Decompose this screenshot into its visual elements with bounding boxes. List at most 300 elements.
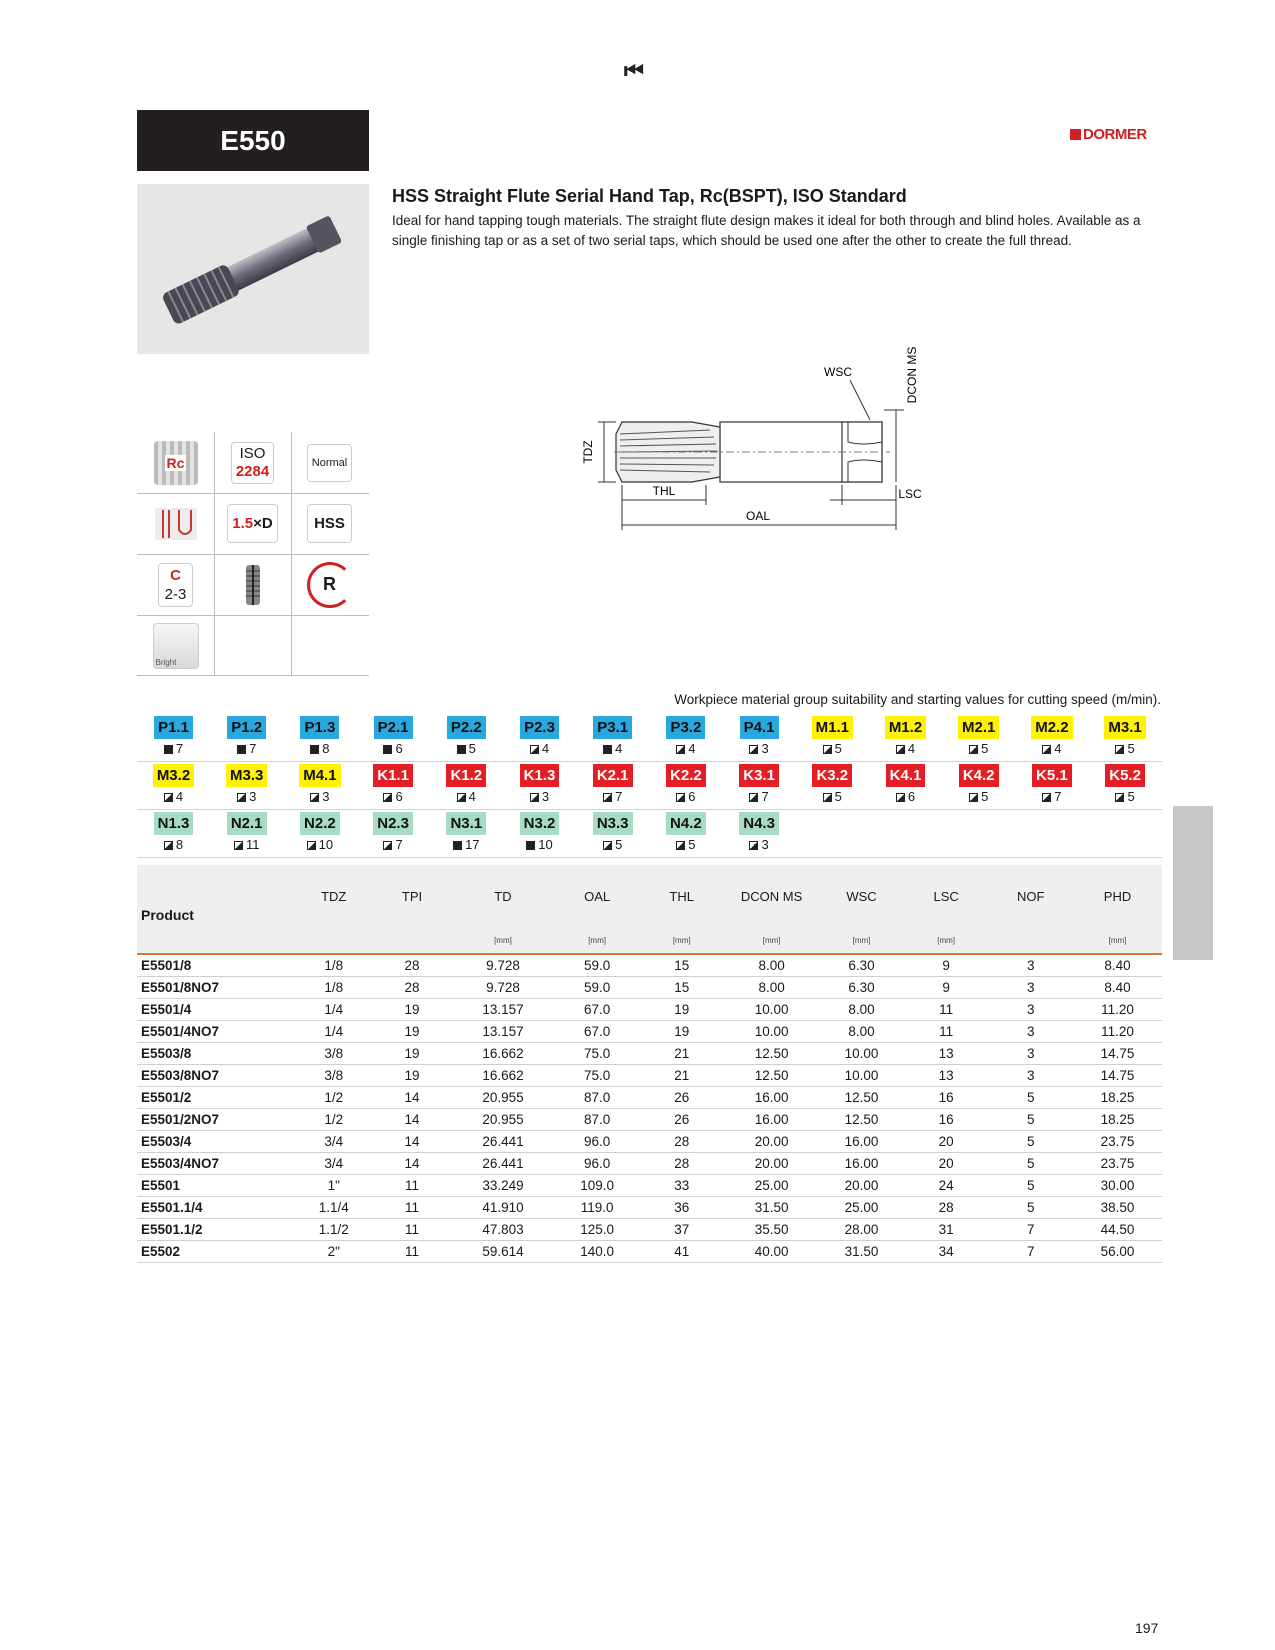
table-cell: 1": [295, 1175, 373, 1197]
secondary-suitability-icon: [1115, 793, 1124, 802]
table-cell: 75.0: [555, 1043, 640, 1065]
secondary-suitability-icon: [237, 793, 246, 802]
table-row: [137, 1241, 1162, 1263]
cutting-speed-text: 6: [395, 789, 403, 804]
table-cell: 6.30: [819, 954, 904, 977]
material-group-item: [283, 812, 356, 852]
table-cell: 16.00: [819, 1131, 904, 1153]
table-cell: 11.20: [1073, 1021, 1162, 1043]
column-header: DCON MS: [724, 865, 819, 927]
cutting-speed-value: [576, 789, 649, 804]
tolerance-icon: [291, 432, 368, 493]
table-cell: 19: [373, 1065, 451, 1087]
cutting-speed-value: [503, 741, 576, 756]
material-code-badge: N3.3: [593, 812, 633, 835]
table-cell: 28: [373, 977, 451, 999]
table-cell: 21: [639, 1065, 724, 1087]
material-code-badge: M4.1: [299, 764, 340, 787]
table-cell: 3/8: [295, 1065, 373, 1087]
cutting-speed-value: [430, 741, 503, 756]
material-group-item: [649, 716, 722, 756]
table-cell: 20: [904, 1131, 989, 1153]
standard-icon: [214, 432, 291, 493]
table-cell: 1/8: [295, 977, 373, 999]
right-hand-icon: [291, 554, 368, 615]
cutting-speed-value: [283, 837, 356, 852]
secondary-suitability-icon: [896, 745, 905, 754]
cutting-speed-text: 6: [907, 789, 916, 804]
table-cell: 96.0: [555, 1153, 640, 1175]
secondary-suitability-icon: [676, 841, 685, 850]
material-group-item: [137, 812, 210, 852]
material-group-item: [503, 716, 576, 756]
table-cell: 8.00: [819, 1021, 904, 1043]
product-code-cell[interactable]: E5501/2: [137, 1087, 295, 1109]
table-cell: 96.0: [555, 1131, 640, 1153]
table-cell: 8.00: [819, 999, 904, 1021]
tool-material-icon: [291, 493, 368, 554]
material-group-item: [576, 764, 649, 804]
material-group-item: [796, 764, 869, 804]
table-cell: 10.00: [724, 1021, 819, 1043]
material-group-item: [649, 764, 722, 804]
column-unit: [mm]: [555, 927, 640, 954]
tool-material-label: HSS: [307, 504, 352, 543]
secondary-suitability-icon: [164, 793, 173, 802]
primary-suitability-icon: [526, 841, 535, 850]
column-unit: [373, 927, 451, 954]
product-code-cell[interactable]: E5503/4NO7: [137, 1153, 295, 1175]
material-group-item: [210, 812, 283, 852]
material-row: [137, 810, 1162, 858]
cutting-speed-value: [649, 741, 722, 756]
secondary-suitability-icon: [969, 745, 978, 754]
cutting-speed-value: [942, 789, 1015, 804]
table-cell: 10.00: [819, 1043, 904, 1065]
table-cell: 28: [373, 954, 451, 977]
table-cell: 1/4: [295, 999, 373, 1021]
cutting-speed-text: 3: [761, 837, 769, 852]
secondary-suitability-icon: [383, 841, 392, 850]
table-cell: 11: [373, 1197, 451, 1219]
secondary-suitability-icon: [383, 793, 392, 802]
material-code-badge: N4.2: [666, 812, 706, 835]
table-cell: 13.157: [451, 999, 555, 1021]
section-side-tab[interactable]: [1173, 806, 1213, 960]
table-cell: 11.20: [1073, 999, 1162, 1021]
cutting-speed-value: [137, 741, 210, 756]
thread-type-icon: [137, 432, 214, 493]
material-group-item: [503, 812, 576, 852]
secondary-suitability-icon: [530, 745, 539, 754]
material-group-item: [137, 764, 210, 804]
material-code-badge: N3.2: [520, 812, 560, 835]
table-cell: 9.728: [451, 954, 555, 977]
cutting-speed-text: 7: [395, 837, 403, 852]
cutting-speed-value: [1015, 741, 1088, 756]
diagram-label-lsc: LSC: [898, 487, 922, 501]
material-group-item: [137, 716, 210, 756]
material-code-badge: P4.1: [740, 716, 779, 739]
table-cell: 44.50: [1073, 1219, 1162, 1241]
table-row: [137, 1175, 1162, 1197]
material-row: [137, 762, 1162, 810]
table-cell: 3: [988, 999, 1073, 1021]
material-groups: [137, 714, 1162, 858]
cutting-speed-text: 5: [468, 741, 476, 756]
table-cell: 16: [904, 1087, 989, 1109]
table-cell: 41: [639, 1241, 724, 1263]
table-cell: 14.75: [1073, 1065, 1162, 1087]
table-cell: 3/4: [295, 1131, 373, 1153]
cutting-speed-value: [796, 789, 869, 804]
primary-suitability-icon: [237, 745, 246, 754]
table-cell: 14: [373, 1109, 451, 1131]
secondary-suitability-icon: [749, 841, 758, 850]
diagram-label-dcon: DCON MS: [905, 346, 919, 404]
primary-suitability-icon: [603, 745, 612, 754]
diagram-label-thl: THL: [652, 484, 676, 498]
secondary-suitability-icon: [234, 841, 243, 850]
table-cell: 14: [373, 1153, 451, 1175]
cutting-speed-value: [649, 837, 722, 852]
material-group-item: [1089, 764, 1162, 804]
cutting-speed-value: [1089, 789, 1162, 804]
table-row: [137, 954, 1162, 977]
column-header: LSC: [904, 865, 989, 927]
product-code-cell[interactable]: E5501.1/4: [137, 1197, 295, 1219]
right-hand-label: R: [307, 562, 353, 608]
product-code-cell[interactable]: E5501/8: [137, 954, 295, 977]
cutting-speed-value: [283, 789, 356, 804]
table-cell: 20.00: [724, 1153, 819, 1175]
tap-photo-icon: [137, 184, 369, 354]
table-cell: 16.00: [819, 1153, 904, 1175]
material-group-item: [796, 716, 869, 756]
material-code-badge: N2.3: [373, 812, 413, 835]
table-cell: 13: [904, 1043, 989, 1065]
table-cell: 10.00: [819, 1065, 904, 1087]
material-group-item: [869, 716, 942, 756]
material-code-badge: N4.3: [739, 812, 779, 835]
material-group-item: [723, 764, 796, 804]
secondary-suitability-icon: [676, 745, 685, 754]
cutting-speed-text: 4: [688, 741, 696, 756]
table-cell: 25.00: [724, 1175, 819, 1197]
secondary-suitability-icon: [1042, 745, 1051, 754]
table-cell: 15: [639, 977, 724, 999]
tap-dimension-diagram: [580, 340, 940, 555]
table-row: [137, 1021, 1162, 1043]
table-cell: 11: [904, 1021, 989, 1043]
table-cell: 19: [373, 1043, 451, 1065]
material-code-badge: M3.2: [153, 764, 194, 787]
table-cell: 16.662: [451, 1043, 555, 1065]
material-code-badge: N2.2: [300, 812, 340, 835]
table-cell: 19: [373, 999, 451, 1021]
table-cell: 3/8: [295, 1043, 373, 1065]
table-cell: 19: [639, 1021, 724, 1043]
cutting-speed-text: 3: [541, 789, 550, 804]
cutting-speed-text: 5: [834, 741, 842, 756]
cutting-speed-text: 5: [688, 837, 696, 852]
table-cell: 33: [639, 1175, 724, 1197]
product-code-cell[interactable]: E5501.1/2: [137, 1219, 295, 1241]
product-code-cell[interactable]: E5501/4: [137, 999, 295, 1021]
secondary-suitability-icon: [896, 793, 905, 802]
table-row: [137, 977, 1162, 999]
cutting-speed-value: [357, 741, 430, 756]
product-table: [137, 865, 1162, 1263]
cutting-speed-value: [576, 741, 649, 756]
table-header-row: [137, 865, 1162, 927]
secondary-suitability-icon: [823, 793, 832, 802]
secondary-suitability-icon: [1042, 793, 1051, 802]
secondary-suitability-icon: [749, 793, 758, 802]
cutting-speed-text: 5: [615, 837, 623, 852]
material-group-item: [430, 812, 503, 852]
material-code-badge: P3.1: [593, 716, 632, 739]
table-cell: 40.00: [724, 1241, 819, 1263]
column-header: PHD: [1073, 865, 1162, 927]
table-cell: 24: [904, 1175, 989, 1197]
table-cell: 5: [988, 1175, 1073, 1197]
cutting-speed-value: [283, 741, 356, 756]
table-cell: 59.0: [555, 977, 640, 999]
cutting-speed-text: 8: [175, 837, 184, 852]
table-units-row: [137, 927, 1162, 954]
table-cell: 31: [904, 1219, 989, 1241]
table-cell: 21: [639, 1043, 724, 1065]
material-code-badge: N1.3: [154, 812, 194, 835]
product-code-cell[interactable]: E5503/8NO7: [137, 1065, 295, 1087]
table-cell: 18.25: [1073, 1087, 1162, 1109]
standard-iso: ISO: [239, 444, 266, 462]
table-row: [137, 1087, 1162, 1109]
table-cell: 20.955: [451, 1109, 555, 1131]
product-description: Ideal for hand tapping tough materials. The straight flute design makes it ideal for both through and blind holes. Available as a single finishing tap or as a set of two serial taps, which should be used one after the other to create the full thread.: [392, 213, 1141, 248]
table-cell: 1/4: [295, 1021, 373, 1043]
thread-depth-suffix: ×D: [253, 515, 273, 532]
cutting-speed-value: [430, 837, 503, 852]
table-cell: 3: [988, 954, 1073, 977]
product-code-cell[interactable]: E5501/8NO7: [137, 977, 295, 999]
cutting-speed-text: 5: [1127, 789, 1135, 804]
material-group-item: [1015, 764, 1088, 804]
cutting-speed-value: [357, 789, 430, 804]
column-header: WSC: [819, 865, 904, 927]
table-row: [137, 1043, 1162, 1065]
brand-logo: [1070, 126, 1147, 143]
table-cell: 14: [373, 1087, 451, 1109]
cutting-speed-text: 4: [541, 741, 550, 756]
table-cell: 9.728: [451, 977, 555, 999]
product-code-cell[interactable]: E5503/4: [137, 1131, 295, 1153]
material-code-badge: K1.3: [520, 764, 560, 787]
table-cell: 8.40: [1073, 954, 1162, 977]
diagram-label-wsc: WSC: [824, 365, 852, 379]
table-cell: 16.00: [724, 1087, 819, 1109]
table-cell: 18.25: [1073, 1109, 1162, 1131]
property-icon-grid: [137, 432, 369, 676]
table-cell: 1/2: [295, 1109, 373, 1131]
diagram-label-tdz: TDZ: [581, 440, 595, 464]
cutting-speed-text: 4: [1054, 741, 1062, 756]
table-cell: 9: [904, 954, 989, 977]
table-row: [137, 1109, 1162, 1131]
material-code-badge: P2.2: [447, 716, 486, 739]
material-code-badge: K4.1: [886, 764, 926, 787]
table-cell: 125.0: [555, 1219, 640, 1241]
table-cell: 11: [373, 1219, 451, 1241]
cutting-speed-value: [357, 837, 430, 852]
table-cell: 28: [639, 1153, 724, 1175]
table-cell: 20.00: [724, 1131, 819, 1153]
material-group-item: [503, 764, 576, 804]
table-cell: 16.662: [451, 1065, 555, 1087]
material-code-badge: M3.3: [226, 764, 267, 787]
cutting-speed-text: 8: [322, 741, 330, 756]
cutting-speed-value: [942, 741, 1015, 756]
product-code-cell[interactable]: E5501/4NO7: [137, 1021, 295, 1043]
table-cell: 26: [639, 1087, 724, 1109]
material-group-item: [942, 764, 1015, 804]
material-code-badge: K5.1: [1032, 764, 1072, 787]
cutting-speed-text: 4: [468, 789, 476, 804]
secondary-suitability-icon: [164, 841, 173, 850]
column-unit: [137, 927, 295, 954]
table-row: [137, 1153, 1162, 1175]
column-header: Product: [137, 865, 295, 927]
secondary-suitability-icon: [823, 745, 832, 754]
table-row: [137, 1219, 1162, 1241]
table-cell: 11: [904, 999, 989, 1021]
table-cell: 12.50: [724, 1043, 819, 1065]
table-cell: 20.955: [451, 1087, 555, 1109]
table-cell: 10.00: [724, 999, 819, 1021]
secondary-suitability-icon: [676, 793, 685, 802]
material-code-badge: M2.2: [1031, 716, 1072, 739]
table-row: [137, 1065, 1162, 1087]
product-code: E550: [220, 124, 286, 156]
table-cell: 30.00: [1073, 1175, 1162, 1197]
cutting-speed-value: [649, 789, 722, 804]
material-group-item: [869, 764, 942, 804]
column-unit: [295, 927, 373, 954]
first-page-button[interactable]: ⏮: [624, 58, 640, 83]
table-cell: 33.249: [451, 1175, 555, 1197]
cutting-speed-text: 10: [318, 837, 334, 852]
table-cell: 59.0: [555, 954, 640, 977]
column-header: NOF: [988, 865, 1073, 927]
secondary-suitability-icon: [310, 793, 319, 802]
product-image: [137, 184, 369, 354]
material-group-item: [430, 764, 503, 804]
table-cell: 36: [639, 1197, 724, 1219]
secondary-suitability-icon: [1115, 745, 1124, 754]
table-cell: 23.75: [1073, 1131, 1162, 1153]
table-cell: 16: [904, 1109, 989, 1131]
material-code-badge: N2.1: [227, 812, 267, 835]
table-cell: 109.0: [555, 1175, 640, 1197]
product-title: HSS Straight Flute Serial Hand Tap, Rc(BSPT), ISO Standard: [392, 186, 907, 206]
cutting-speed-text: 6: [395, 741, 403, 756]
material-code-badge: M1.1: [812, 716, 853, 739]
table-cell: 35.50: [724, 1219, 819, 1241]
table-cell: 3: [988, 1021, 1073, 1043]
material-code-badge: P1.2: [227, 716, 266, 739]
table-cell: 28: [904, 1197, 989, 1219]
table-cell: 59.614: [451, 1241, 555, 1263]
brand-mark-icon: [1070, 129, 1081, 140]
table-cell: 25.00: [819, 1197, 904, 1219]
cutting-speed-value: [1089, 741, 1162, 756]
table-cell: 140.0: [555, 1241, 640, 1263]
cutting-speed-value: [210, 837, 283, 852]
table-cell: 8.00: [724, 954, 819, 977]
product-code-cell[interactable]: E5502: [137, 1241, 295, 1263]
material-group-item: [1089, 716, 1162, 756]
table-cell: 56.00: [1073, 1241, 1162, 1263]
table-cell: 15: [639, 954, 724, 977]
product-code-cell[interactable]: E5501/2NO7: [137, 1109, 295, 1131]
table-cell: 11: [373, 1241, 451, 1263]
table-cell: 87.0: [555, 1087, 640, 1109]
cutting-speed-value: [576, 837, 649, 852]
blind-through-hole-icon: [137, 493, 214, 554]
cutting-speed-text: 10: [538, 837, 553, 852]
table-cell: 87.0: [555, 1109, 640, 1131]
secondary-suitability-icon: [969, 793, 978, 802]
primary-suitability-icon: [164, 745, 173, 754]
column-header: THL: [639, 865, 724, 927]
cutting-speed-text: 17: [465, 837, 480, 852]
table-cell: 31.50: [724, 1197, 819, 1219]
material-code-badge: N3.1: [446, 812, 486, 835]
table-cell: 31.50: [819, 1241, 904, 1263]
table-cell: 11: [373, 1175, 451, 1197]
table-cell: 7: [988, 1241, 1073, 1263]
material-code-badge: K2.2: [666, 764, 706, 787]
table-cell: 13.157: [451, 1021, 555, 1043]
material-code-badge: P3.2: [666, 716, 705, 739]
material-group-item: [649, 812, 722, 852]
material-group-item: [210, 716, 283, 756]
cutting-speed-text: 7: [1054, 789, 1062, 804]
primary-suitability-icon: [453, 841, 462, 850]
material-group-item: [1015, 716, 1088, 756]
table-cell: 3: [988, 1065, 1073, 1087]
material-code-badge: K1.1: [373, 764, 413, 787]
column-unit: [988, 927, 1073, 954]
secondary-suitability-icon: [749, 745, 758, 754]
primary-suitability-icon: [383, 745, 392, 754]
cutting-speed-value: [796, 741, 869, 756]
table-cell: 67.0: [555, 999, 640, 1021]
column-unit: [mm]: [1073, 927, 1162, 954]
table-cell: 41.910: [451, 1197, 555, 1219]
finish-label: Bright: [155, 657, 177, 667]
table-cell: 12.50: [819, 1087, 904, 1109]
cutting-speed-value: [137, 837, 210, 852]
column-header: TPI: [373, 865, 451, 927]
product-code-cell[interactable]: E5503/8: [137, 1043, 295, 1065]
table-cell: 1/8: [295, 954, 373, 977]
table-cell: 23.75: [1073, 1153, 1162, 1175]
product-code-cell[interactable]: E5501: [137, 1175, 295, 1197]
cutting-speed-text: 7: [249, 741, 257, 756]
cutting-speed-text: 3: [761, 741, 769, 756]
